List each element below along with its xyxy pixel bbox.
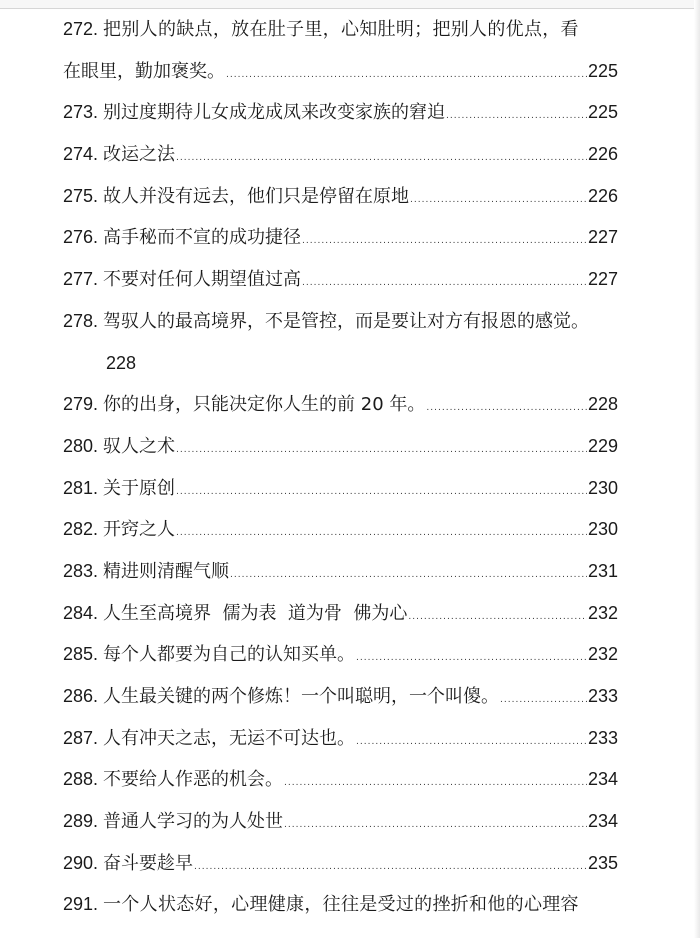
toc-entry-289[interactable] [63,801,618,843]
toc-entry-number: 289. [63,811,99,832]
toc-entry-number: 287. [63,727,99,748]
toc-entry-277[interactable] [63,259,618,301]
table-of-contents [63,9,618,926]
toc-entry-279[interactable] [63,384,618,426]
toc-entry-285[interactable] [63,634,618,676]
toc-entry-title: 开窍之人 [103,519,176,541]
toc-entry-275[interactable] [63,176,618,218]
toc-entry-281[interactable] [63,468,618,510]
toc-entry-title: 故人并没有远去，他们只是停留在原地 [103,185,410,207]
toc-entry-number: 284. [63,602,99,623]
toc-entry-page: 234 [587,769,618,790]
toc-entry-title: 一个人状态好，心理健康，往往是受过的挫折和他的心理容 [103,894,579,916]
toc-entry-title: 奋斗要趁早 [103,852,194,874]
toc-entry-title: 别过度期待儿女成龙成凤来改变家族的窘迫 [103,102,446,124]
dot-leader [284,763,587,801]
toc-entry-title: 精进则清醒气顺 [103,560,230,582]
toc-entry-title: 关于原创 [103,477,176,499]
dot-leader [176,513,587,551]
dot-leader [176,430,587,468]
toc-entry-page: 230 [587,477,618,498]
toc-entry-title: 人有冲天之志，无运不可达也。 [103,727,356,749]
toc-entry-272-line2[interactable] [63,51,618,93]
toc-entry-278-line2[interactable] [63,343,618,385]
toc-entry-page: 235 [587,852,618,873]
toc-entry-272-line1[interactable] [63,9,618,51]
toc-entry-title: 驭人之术 [103,435,176,457]
toc-entry-page: 232 [587,644,618,665]
toc-entry-title: 人生最关键的两个修炼！一个叫聪明，一个叫傻。 [103,686,500,707]
toc-entry-page: 225 [587,102,618,123]
toc-entry-page: 232 [587,602,618,623]
toc-entry-288[interactable] [63,759,618,801]
toc-entry-number: 286. [63,686,99,706]
toc-entry-page: 230 [587,519,618,540]
dot-leader [230,555,587,593]
page-edge-shadow [694,0,700,938]
toc-entry-number: 275. [63,185,99,206]
toc-entry-274[interactable] [63,134,618,176]
toc-entry-page: 234 [587,811,618,832]
toc-entry-page: 226 [587,144,618,165]
toc-entry-291-line1[interactable] [63,884,618,926]
toc-entry-title: 高手秘而不宣的成功捷径 [103,227,302,249]
toc-entry-number: 291. [63,894,99,915]
dot-leader [302,263,587,301]
dot-leader [500,680,587,718]
toc-entry-number: 281. [63,477,99,498]
toc-entry-number: 282. [63,519,99,540]
toc-entry-page: 226 [587,185,618,206]
toc-entry-number: 283. [63,560,99,581]
toc-entry-title: 不要给人作恶的机会。 [103,769,284,791]
toc-entry-title: 改运之法 [103,144,176,166]
toc-entry-number: 290. [63,852,99,873]
toc-entry-number: 276. [63,227,99,248]
toc-entry-title: 不要对任何人期望值过高 [103,269,302,291]
dot-leader [226,55,587,93]
dot-leader [446,96,587,134]
dot-leader [408,597,587,635]
toc-entry-title: 人生至高境界 儒为表 道为骨 佛为心 [103,602,408,624]
toc-entry-page: 229 [587,435,618,456]
dot-leader [176,472,587,510]
toc-entry-title-continued: 在眼里，勤加褒奖。 [63,60,225,82]
toc-entry-page: 227 [587,227,618,248]
toc-entry-283[interactable] [63,551,618,593]
toc-entry-287[interactable] [63,718,618,760]
toc-entry-page: 228 [587,394,618,415]
dot-leader [426,388,587,426]
toc-entry-number: 277. [63,269,99,290]
toc-entry-278-line1[interactable] [63,301,618,343]
window-top-border [0,0,700,9]
dot-leader [356,722,587,760]
dot-leader [194,847,587,885]
dot-leader [176,138,587,176]
dot-leader [410,180,587,218]
toc-entry-number: 274. [63,144,99,165]
toc-entry-number: 279. [63,394,99,415]
toc-entry-280[interactable] [63,426,618,468]
toc-entry-page: 233 [587,686,618,706]
toc-entry-290[interactable] [63,843,618,885]
toc-entry-286[interactable] [63,676,618,718]
toc-entry-number: 280. [63,435,99,456]
toc-entry-number: 278. [63,310,99,331]
toc-entry-page: 228 [106,352,137,373]
toc-entry-number: 288. [63,769,99,790]
toc-entry-title: 驾驭人的最高境界，不是管控，而是要让对方有报恩的感觉。 [103,310,590,332]
toc-entry-page: 233 [587,727,618,748]
toc-entry-page: 227 [587,269,618,290]
toc-entry-page: 225 [587,60,618,81]
toc-entry-title: 把别人的缺点，放在肚子里，心知肚明；把别人的优点，看 [103,19,579,40]
toc-entry-page: 231 [587,560,618,581]
dot-leader [302,221,587,259]
toc-entry-number: 285. [63,644,99,665]
toc-entry-273[interactable] [63,92,618,134]
toc-entry-title: 普通人学习的为人处世 [103,811,284,833]
toc-entry-276[interactable] [63,217,618,259]
dot-leader [284,805,587,843]
toc-entry-number: 273. [63,102,99,123]
toc-entry-title: 你的出身，只能决定你人生的前 20 年。 [103,394,426,416]
toc-entry-title: 每个人都要为自己的认知买单。 [103,644,356,666]
toc-entry-number: 272. [63,19,99,39]
dot-leader [356,638,587,676]
toc-entry-284[interactable] [63,593,618,635]
toc-entry-282[interactable] [63,509,618,551]
